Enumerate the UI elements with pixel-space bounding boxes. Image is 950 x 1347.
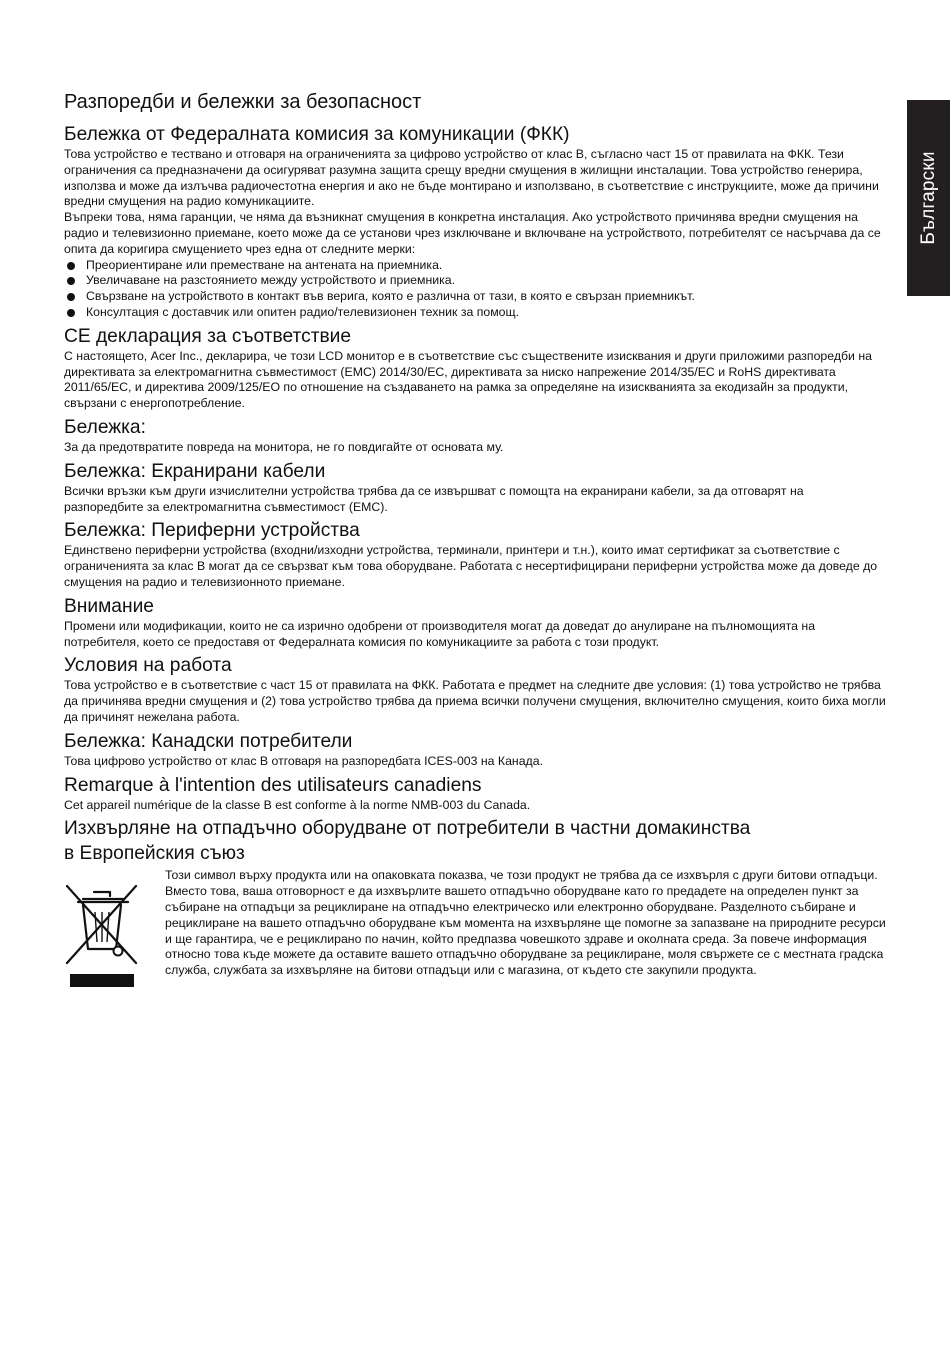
- remarque-section: [64, 773, 886, 814]
- remarque-text: Cet appareil numérique de la classe B est conforme à la norme NMB-003 du Canada.: [64, 797, 531, 812]
- list-item: Свързване на устройството в контакт във верига, която е различна от тази, в която е свързан приемникът.: [64, 289, 886, 305]
- crossed-out-wheelie-bin-icon: [64, 878, 140, 988]
- weee-heading-line-1: Изхвърляне на отпадъчно оборудване от потребители в частни домакинства: [64, 818, 751, 840]
- page-title: Разпоредби и бележки за безопасност: [64, 91, 422, 113]
- weee-text: Този символ върху продукта или на опаковката показва, че този продукт не трябва да се изхвърля с други битови отпадъци. Вместо това, ваша отговорност е да изхвърлите вашето отпадъчно оборудване като го предадете на определен пункт за събиране на отпадъци за рециклиране на отпадъчно електрическо или електронно оборудване. Разделното събиране и рециклиране на вашето отпадъчно оборудване към момента на изхвърляне ще помогне за запазване на природните ресурси и ще гарантира, че е рециклирано по начин, който предпазва човешкото здраве и околната среда. За повече информация относно това къде можете да оставите вашето отпадъчно оборудване за рециклиране, моля свържете се с местната градска служба, службата за изхвърляне на битови отпадъци или с магазина, от където сте закупили продукта.: [165, 868, 886, 978]
- peripherals-heading: Бележка: Периферни устройства: [64, 520, 360, 542]
- bullet-icon: [67, 309, 75, 317]
- canadian-users-heading: Бележка: Канадски потребители: [64, 730, 353, 752]
- note-section: [64, 415, 886, 456]
- operating-conditions-section: [64, 653, 886, 725]
- fcc-heading: Бележка от Федералната комисия за комуникации (ФКК): [64, 124, 570, 145]
- operating-conditions-text: Това устройство е в съответствие с част 15 от правилата на ФКК. Работата е предмет на следните две условия: (1) това устройство не трябва да причинява вредни смущения и (2) това устройство трябва да приема всички получени смущения, включително смущения, които биха могли да причинят нежелана работа.: [64, 678, 886, 724]
- caution-section: [64, 594, 886, 651]
- shielded-cables-section: [64, 459, 886, 516]
- shielded-cables-heading: Бележка: Екранирани кабели: [64, 460, 326, 482]
- ce-section: [64, 324, 886, 412]
- peripherals-text: Единствено периферни устройства (входни/изходни устройства, терминали, принтери и т.н.), които имат сертификат за съответствие с ограниченията за клас B могат да се свързват към това оборудване. Работата с несертифицирани периферни устройства може да доведе до смущения на радио и телевизионното приемане.: [64, 543, 878, 589]
- remarque-heading: Remarque à l'intention des utilisateurs canadiens: [64, 774, 482, 796]
- peripherals-section: [64, 518, 886, 590]
- language-tab-label: Български: [917, 151, 939, 245]
- caution-text: Промени или модификации, които не са изрично одобрени от производителя могат да доведат до анулиране на пълномощията на потребителя, което се предоставя от Федералната комисия по комуникациите за работа с този продукт.: [64, 618, 816, 649]
- ce-heading: CE декларация за съответствие: [64, 325, 352, 347]
- ce-text: С настоящето, Acer Inc., декларира, че този LCD монитор е в съответствие със съществените изисквания и други приложими разпоредби на директивата за електромагнитна съвместимост (EMC) 2014/30/EC, директивата за ниско напрежение 2014/35/EC и RoHS директивата 2011/65/EC, и директива 2009/125/EO по отношение на създаването на рамка за определяне на изискванията за екодизайн за продукти, свързани с енергопотребление.: [64, 348, 872, 411]
- caution-heading: Внимание: [64, 595, 154, 617]
- fcc-paragraph-2: Въпреки това, няма гаранции, че няма да възникнат смущения в конкретна инсталация. Ако устройството причинява вредни смущения на радио и телевизионно приемане, което може да се установи чрез изключване и включване на устройството, потребителят се насърчава да се опита да коригира смущението чрез една от следните мерки:: [64, 210, 881, 256]
- language-side-tab: [907, 100, 950, 296]
- shielded-cables-text: Всички връзки към други изчислителни устройства трябва да се извършват с помощта на екранирани кабели, за да отговарят на разпоредбите за електромагнитна съвместимост (EMC).: [64, 483, 804, 514]
- operating-conditions-heading: Условия на работа: [64, 655, 232, 677]
- bullet-icon: [67, 262, 75, 270]
- fcc-section: [64, 122, 886, 321]
- weee-body: [64, 868, 886, 979]
- list-item: Консултация с доставчик или опитен радио/телевизионен техник за помощ.: [64, 305, 886, 321]
- list-item: Увеличаване на разстоянието между устройството и приемника.: [64, 273, 886, 289]
- bullet-icon: [67, 293, 75, 301]
- list-item: Преориентиране или преместване на антената на приемника.: [64, 258, 886, 274]
- note-heading: Бележка:: [64, 416, 146, 438]
- page-content: [64, 88, 886, 979]
- canadian-users-section: [64, 729, 886, 770]
- fcc-measures-list: [64, 258, 886, 321]
- weee-section: [64, 816, 886, 979]
- weee-heading-line-2: в Европейския съюз: [64, 843, 245, 865]
- bullet-icon: [67, 277, 75, 285]
- note-text: За да предотвратите повреда на монитора, не го повдигайте от основата му.: [64, 439, 504, 454]
- canadian-users-text: Това цифрово устройство от клас B отговаря на разпоредбата ICES-003 на Канада.: [64, 753, 543, 768]
- fcc-paragraph-1: Това устройство е тествано и отговаря на ограниченията за цифрово устройство от клас B, съгласно част 15 от правилата на ФКК. Тези ограничения са предназначени да осигуряват разумна защита срещу вредни смущения в жилищни инсталации. Това устройство генерира, използва и може да излъчва радиочестотна енергия и ако не бъде монтирано и използвано, в съответствие с инструкциите, може да причини вредни смущения на радио комуникациите.: [64, 147, 879, 209]
